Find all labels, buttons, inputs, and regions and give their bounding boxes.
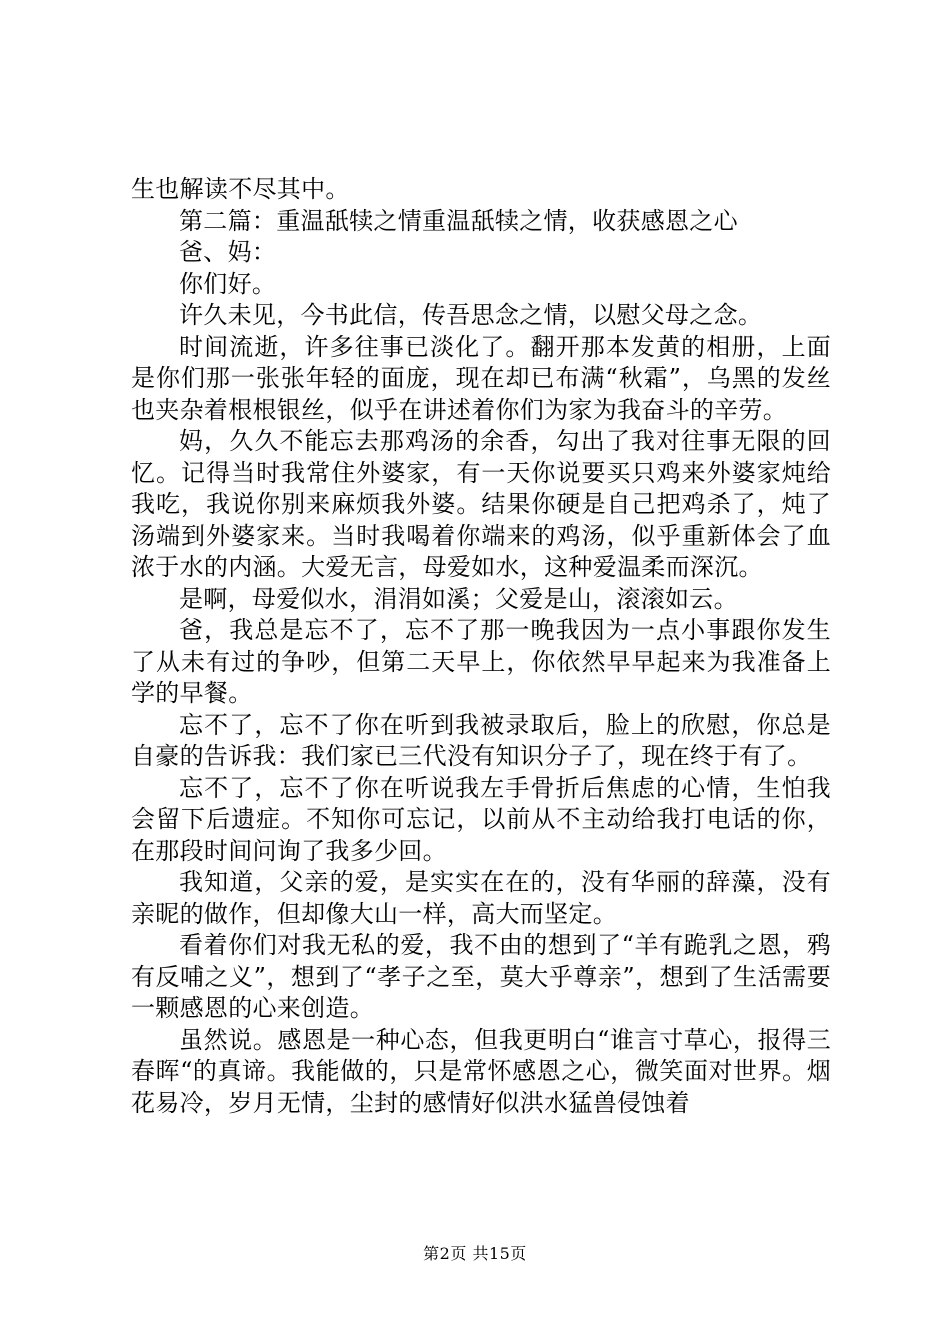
paragraph-continuation: 生也解读不尽其中。 [131, 175, 350, 203]
page-number-footer: 第2页 共15页 [423, 1244, 527, 1263]
paragraph: 爸，我总是忘不了，忘不了那一晚我因为一点小事跟你发生了从未有过的争吵，但第二天早上，你依然早早起来为我准备上学的早餐。 [131, 616, 831, 707]
paragraph: 忘不了，忘不了你在听到我被录取后，脸上的欣慰，你总是自豪的告诉我：我们家已三代没有知识分子了，现在终于有了。 [131, 710, 831, 770]
letter-greeting: 你们好。 [179, 269, 277, 298]
paragraph: 看着你们对我无私的爱，我不由的想到了“羊有跪乳之恩，鸦有反哺之义”，想到了“孝子之至，莫大乎尊亲”，想到了生活需要一颗感恩的心来创造。 [131, 931, 831, 1022]
letter-salutation: 爸、妈： [179, 238, 277, 266]
document-body [131, 174, 831, 1119]
paragraph: 忘不了，忘不了你在听说我左手骨折后焦虑的心情，生怕我会留下后遗症。不知你可忘记，以前从不主动给我打电话的你，在那段时间问询了我多少回。 [131, 773, 831, 865]
section-heading: 第二篇：重温舐犊之情重温舐犊之情，收获感恩之心 [179, 206, 738, 235]
paragraph: 我知道，父亲的爱，是实实在在的，没有华丽的辞藻，没有亲昵的做作，但却像大山一样，高大而坚定。 [131, 868, 831, 928]
paragraph: 是啊，母爱似水，涓涓如溪；父爱是山，滚滚如云。 [179, 584, 738, 613]
paragraph: 时间流逝，许多往事已淡化了。翻开那本发黄的相册，上面是你们那一张张年轻的面庞，现在却已布满“秋霜”，乌黑的发丝也夹杂着根根银丝，似乎在讲述着你们为家为我奋斗的辛劳。 [131, 332, 831, 424]
paragraph: 许久未见，今书此信，传吾思念之情，以慰父母之念。 [179, 301, 763, 329]
paragraph: 妈，久久不能忘去那鸡汤的余香，勾出了我对往事无限的回忆。记得当时我常住外婆家，有一天你说要买只鸡来外婆家炖给我吃，我说你别来麻烦我外婆。结果你硬是自己把鸡杀了，炖了汤端到外婆家来。当时我喝着你端来的鸡汤，似乎重新体会了血浓于水的内涵。大爱无言，母爱如水，这种爱温柔而深沉。 [131, 427, 831, 581]
paragraph: 虽然说。感恩是一种心态，但我更明白“谁言寸草心，报得三春晖“的真谛。我能做的，只是常怀感恩之心，微笑面对世界。烟花易冷，岁月无情，尘封的感情好似洪水猛兽侵蚀着 [131, 1025, 831, 1117]
